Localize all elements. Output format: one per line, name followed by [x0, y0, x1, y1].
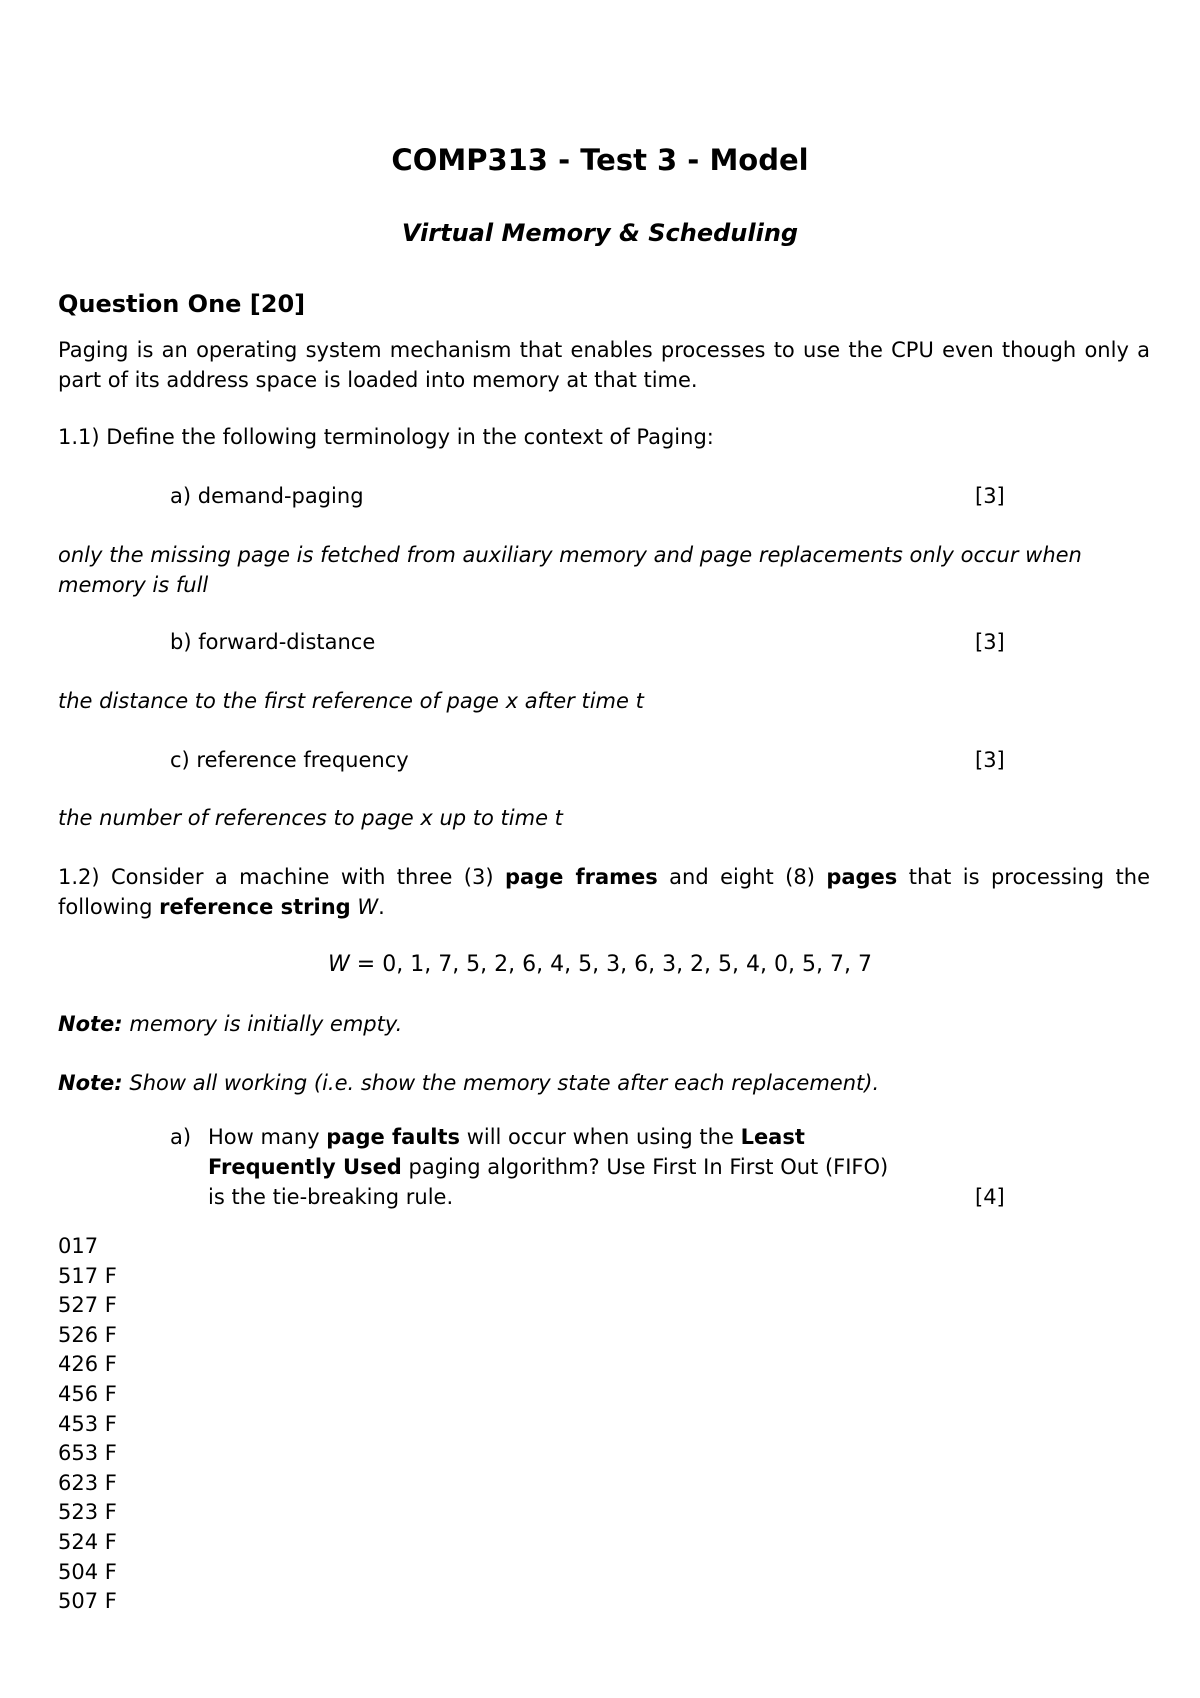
question-1-2-prompt — [58, 862, 1150, 922]
working-line: 524 F — [58, 1529, 117, 1554]
q12-prompt-end: . — [378, 895, 385, 919]
q12-prompt-mid2: that is processing the following — [58, 865, 1151, 919]
part-a-text-1: How many — [208, 1125, 327, 1149]
part-a-bold-lfu: Least Frequently Used — [208, 1125, 805, 1179]
working-line: 517 F — [58, 1263, 117, 1288]
item-c-marks: [3] — [975, 748, 1005, 772]
part-a-text-2: will occur when using the — [460, 1125, 741, 1149]
formula-values: = 0, 1, 7, 5, 2, 6, 4, 5, 3, 6, 3, 2, 5, 4, 0, 5, 7, 7 — [349, 952, 872, 977]
working-line: 507 F — [58, 1589, 117, 1614]
question-heading: Question One [20] — [58, 290, 306, 318]
working-line: 017 — [58, 1234, 99, 1258]
part-a-text — [208, 1122, 908, 1212]
working-line: 623 F — [58, 1470, 117, 1495]
q12-bold-page-frames: page frames — [504, 865, 658, 889]
note-2-text: Show all working (i.e. show the memory state after each replacement). — [122, 1071, 880, 1095]
q12-bold-reference-string: reference string — [159, 895, 351, 919]
question-intro: Paging is an operating system mechanism that enables processes to use the CPU even though only a part of its address space is loaded into memory at that time. — [58, 338, 1150, 392]
item-b-label: b) forward-distance — [170, 630, 376, 654]
q12-prompt-var: W — [357, 895, 379, 919]
part-a-marks: [4] — [975, 1185, 1005, 1209]
document-subtitle: Virtual Memory & Scheduling — [401, 219, 799, 247]
part-a-label: a) — [170, 1125, 192, 1149]
reference-string-formula — [0, 950, 1200, 980]
document-title: COMP313 - Test 3 - Model — [391, 143, 809, 177]
working-line: 456 F — [58, 1381, 117, 1406]
working-line: 523 F — [58, 1500, 117, 1525]
q12-prompt-start: 1.2) Consider a machine with three (3) — [58, 865, 505, 889]
formula-var: W — [328, 952, 350, 977]
working-line: 453 F — [58, 1411, 117, 1436]
note-label-1: Note: — [58, 1012, 123, 1036]
working-line: 653 F — [58, 1441, 117, 1466]
note-1-text: memory is initially empty. — [122, 1012, 403, 1036]
q12-prompt-mid1: and eight (8) — [657, 865, 827, 889]
question-part-a — [170, 1122, 950, 1212]
item-c-label: c) reference frequency — [170, 748, 409, 772]
question-1-1-prompt: 1.1) Define the following terminology in the context of Paging: — [58, 425, 714, 449]
note-memory-empty — [58, 1009, 402, 1039]
note-show-working — [58, 1068, 879, 1098]
item-a-label: a) demand-paging — [170, 484, 364, 508]
working-line: 426 F — [58, 1352, 117, 1377]
item-b-answer: the distance to the first reference of page x after time t — [58, 689, 644, 713]
memory-state-working — [58, 1232, 117, 1617]
item-a-answer: only the missing page is fetched from auxiliary memory and page replacements only occur when memory is full — [58, 543, 1082, 597]
item-b-marks: [3] — [975, 630, 1005, 654]
item-a-marks: [3] — [975, 484, 1005, 508]
working-line: 504 F — [58, 1559, 117, 1584]
q12-bold-pages: pages — [826, 865, 898, 889]
part-a-bold-page-faults: page faults — [326, 1125, 461, 1149]
working-line: 526 F — [58, 1322, 117, 1347]
working-line: 527 F — [58, 1293, 117, 1318]
item-c-answer: the number of references to page x up to time t — [58, 806, 563, 830]
part-a-text-3: paging algorithm? Use First In First Out (FIFO) is the tie-breaking rule. — [208, 1155, 889, 1209]
note-label-2: Note: — [58, 1071, 123, 1095]
